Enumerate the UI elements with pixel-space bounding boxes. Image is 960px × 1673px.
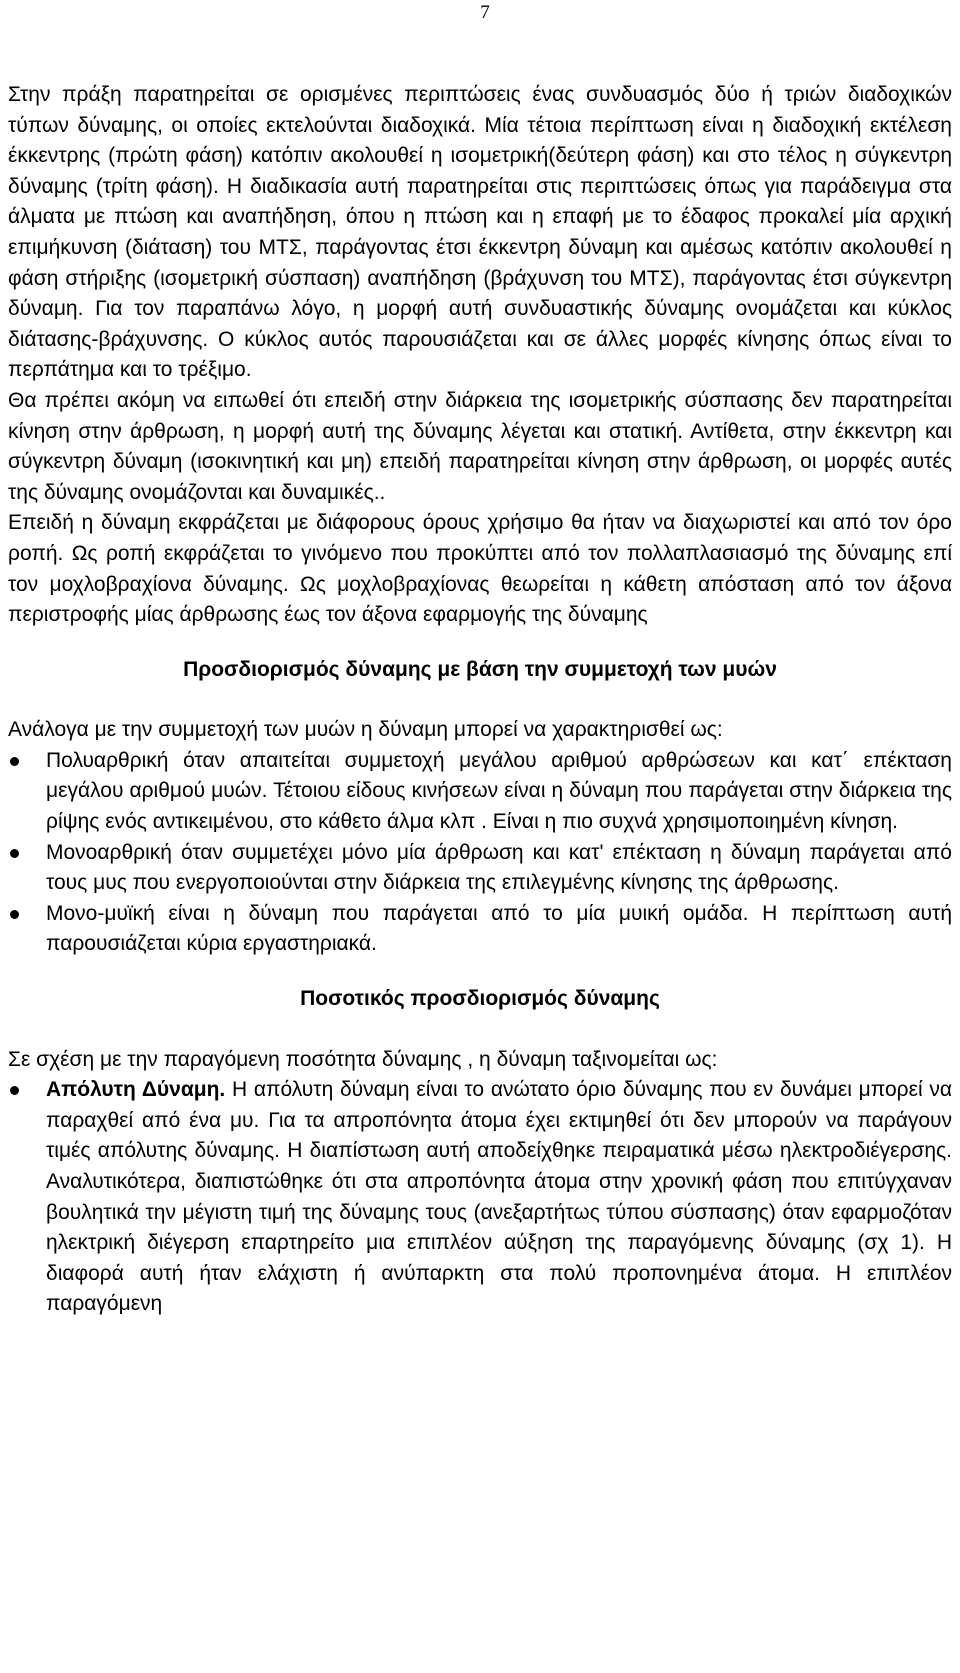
section-heading-muscle-participation: Προσδιορισμός δύναμης με βάση την συμμετοχή των μυών (183, 657, 777, 681)
list-item (8, 838, 952, 899)
section-intro: Σε σχέση με την παραγόμενη ποσότητα δύναμης , η δύναμη ταξινομείται ως: (8, 1047, 718, 1071)
section-heading-quantitative: Ποσοτικός προσδιορισμός δύναμης (300, 987, 660, 1011)
section-intro: Ανάλογα με την συμμετοχή των μυών η δύναμη μπορεί να χαρακτηρισθεί ως: (8, 718, 723, 742)
bullet-icon (10, 757, 19, 766)
list-item (8, 746, 952, 838)
bullet-icon (10, 910, 19, 919)
list-item-text: Μονο-μυϊκή είναι η δύναμη που παράγεται από το μία μυική ομάδα. Η περίπτωση αυτή παρουσιάζεται κύρια εργαστηριακά. (46, 901, 952, 956)
paragraph: Θα πρέπει ακόμη να ειπωθεί ότι επειδή στην διάρκεια της ισομετρικής σύσπασης δεν παρατηρείται κίνηση στην άρθρωση, η μορφή αυτή της δύναμης λέγεται και στατική. Αντίθετα, στην έκκεντρη και σύγκεντρη δύναμη (ισοκινητική και μη) επειδή παρατηρείται κίνηση στην άρθρωση, οι μορφές αυτές της δύναμης ονομάζονται και δυναμικές.. (8, 388, 952, 504)
list-item-text: Πολυαρθρική όταν απαιτείται συμμετοχή μεγάλου αριθμού αρθρώσεων και κατ΄ επέκταση μεγάλου αριθμού μυών. Τέτοιου είδους κινήσεων είναι η δύναμη που παράγεται στην διάρκεια της ρίψης ενός αντικειμένου, στο κάθετο άλμα κλπ . Είναι η πιο συχνά χρησιμοποιημένη κίνηση. (46, 748, 952, 834)
bullet-icon (10, 849, 19, 858)
paragraph: Επειδή η δύναμη εκφράζεται με διάφορους όρους χρήσιμο θα ήταν να διαχωριστεί και από τον όρο ροπή. Ως ροπή εκφράζεται το γινόμενο που προκύπτει από τον πολλαπλασιασμό της δύναμης επί τον μοχλοβραχίονα δύναμης. Ως μοχλοβραχίονας θεωρείται η κάθετη απόσταση από τον άξονα περιστροφής μίας άρθρωσης έως τον άξονα εφαρμογής της δύναμης (8, 511, 952, 627)
list-item-text: Μονοαρθρική όταν συμμετέχει μόνο μία άρθρωση και κατ' επέκταση η δύναμη παράγεται από τους μυς που ενεργοποιούνται στην διάρκεια της επιλεγμένης κίνησης της άρθρωσης. (46, 840, 952, 895)
paragraph: Στην πράξη παρατηρείται σε ορισμένες περιπτώσεις ένας συνδυασμός δύο ή τριών διαδοχικών τύπων δύναμης, οι οποίες εκτελούνται διαδοχικά. Μία τέτοια περίπτωση είναι η διαδοχική εκτέλεση έκκεντρης (πρώτη φάση) κατόπιν ακολουθεί η ισομετρική(δεύτερη φάση) και στο τέλος η σύγκεντρη δύναμης (τρίτη φάση). Η διαδικασία αυτή παρατηρείται στις περιπτώσεις όπως για παράδειγμα στα άλματα με πτώση και αναπήδηση, όπου η πτώση και η επαφή με το έδαφος προκαλεί μία αρχική επιμήκυνση (διάταση) του ΜΤΣ, παράγοντας έτσι έκκεντρη δύναμη και αμέσως κατόπιν ακολουθεί η φάση στήριξης (ισομετρική σύσπαση) αναπήδηση (βράχυνση του ΜΤΣ), παράγοντας έτσι σύγκεντρη δύναμη. Για τον παραπάνω λόγο, η μορφή αυτή συνδυαστικής δύναμης ονομάζεται και κύκλος διάτασης-βράχυνσης. Ο κύκλος αυτός παρουσιάζεται και σε άλλες μορφές κίνησης όπως είναι το περπάτημα και το τρέξιμο. (8, 83, 952, 382)
bullet-list (8, 746, 952, 960)
list-item (8, 1075, 952, 1320)
term-absolute-force: Απόλυτη Δύναμη. (46, 1078, 226, 1102)
bullet-list (8, 1075, 952, 1320)
document-body (8, 80, 952, 1320)
bullet-icon (10, 1086, 19, 1095)
list-item (8, 899, 952, 960)
list-item-text: Η απόλυτη δύναμη είναι το ανώτατο όριο δύναμης που εν δυνάμει μπορεί να παραχθεί από ένα μυ. Για τα απροπόνητα άτομα έχει εκτιμηθεί ότι δεν μπορούν να παράγουν τιμές απόλυτης δύναμης. Η διαπίστωση αυτή αποδείχθηκε πειραματικά μέσω ηλεκτροδιέγερσης. Αναλυτικότερα, διαπιστώθηκε ότι στα απροπόνητα άτομα στην χρονική φάση που επιτύγχαναν βουλητικά την μέγιστη τιμή της δύναμης τους (ανεξαρτήτως τύπου σύσπασης) όταν εφαρμοζόταν ηλεκτρική διέγερση επαρτηρείτο μια επιπλέον αύξηση της παραγόμενης δύναμης (σχ 1). Η διαφορά αυτή ήταν ελάχιστη ή ανύπαρκτη στα πολύ προπονημένα άτομα. Η επιπλέον παραγόμενη (46, 1078, 952, 1316)
page-number: 7 (480, 2, 490, 23)
